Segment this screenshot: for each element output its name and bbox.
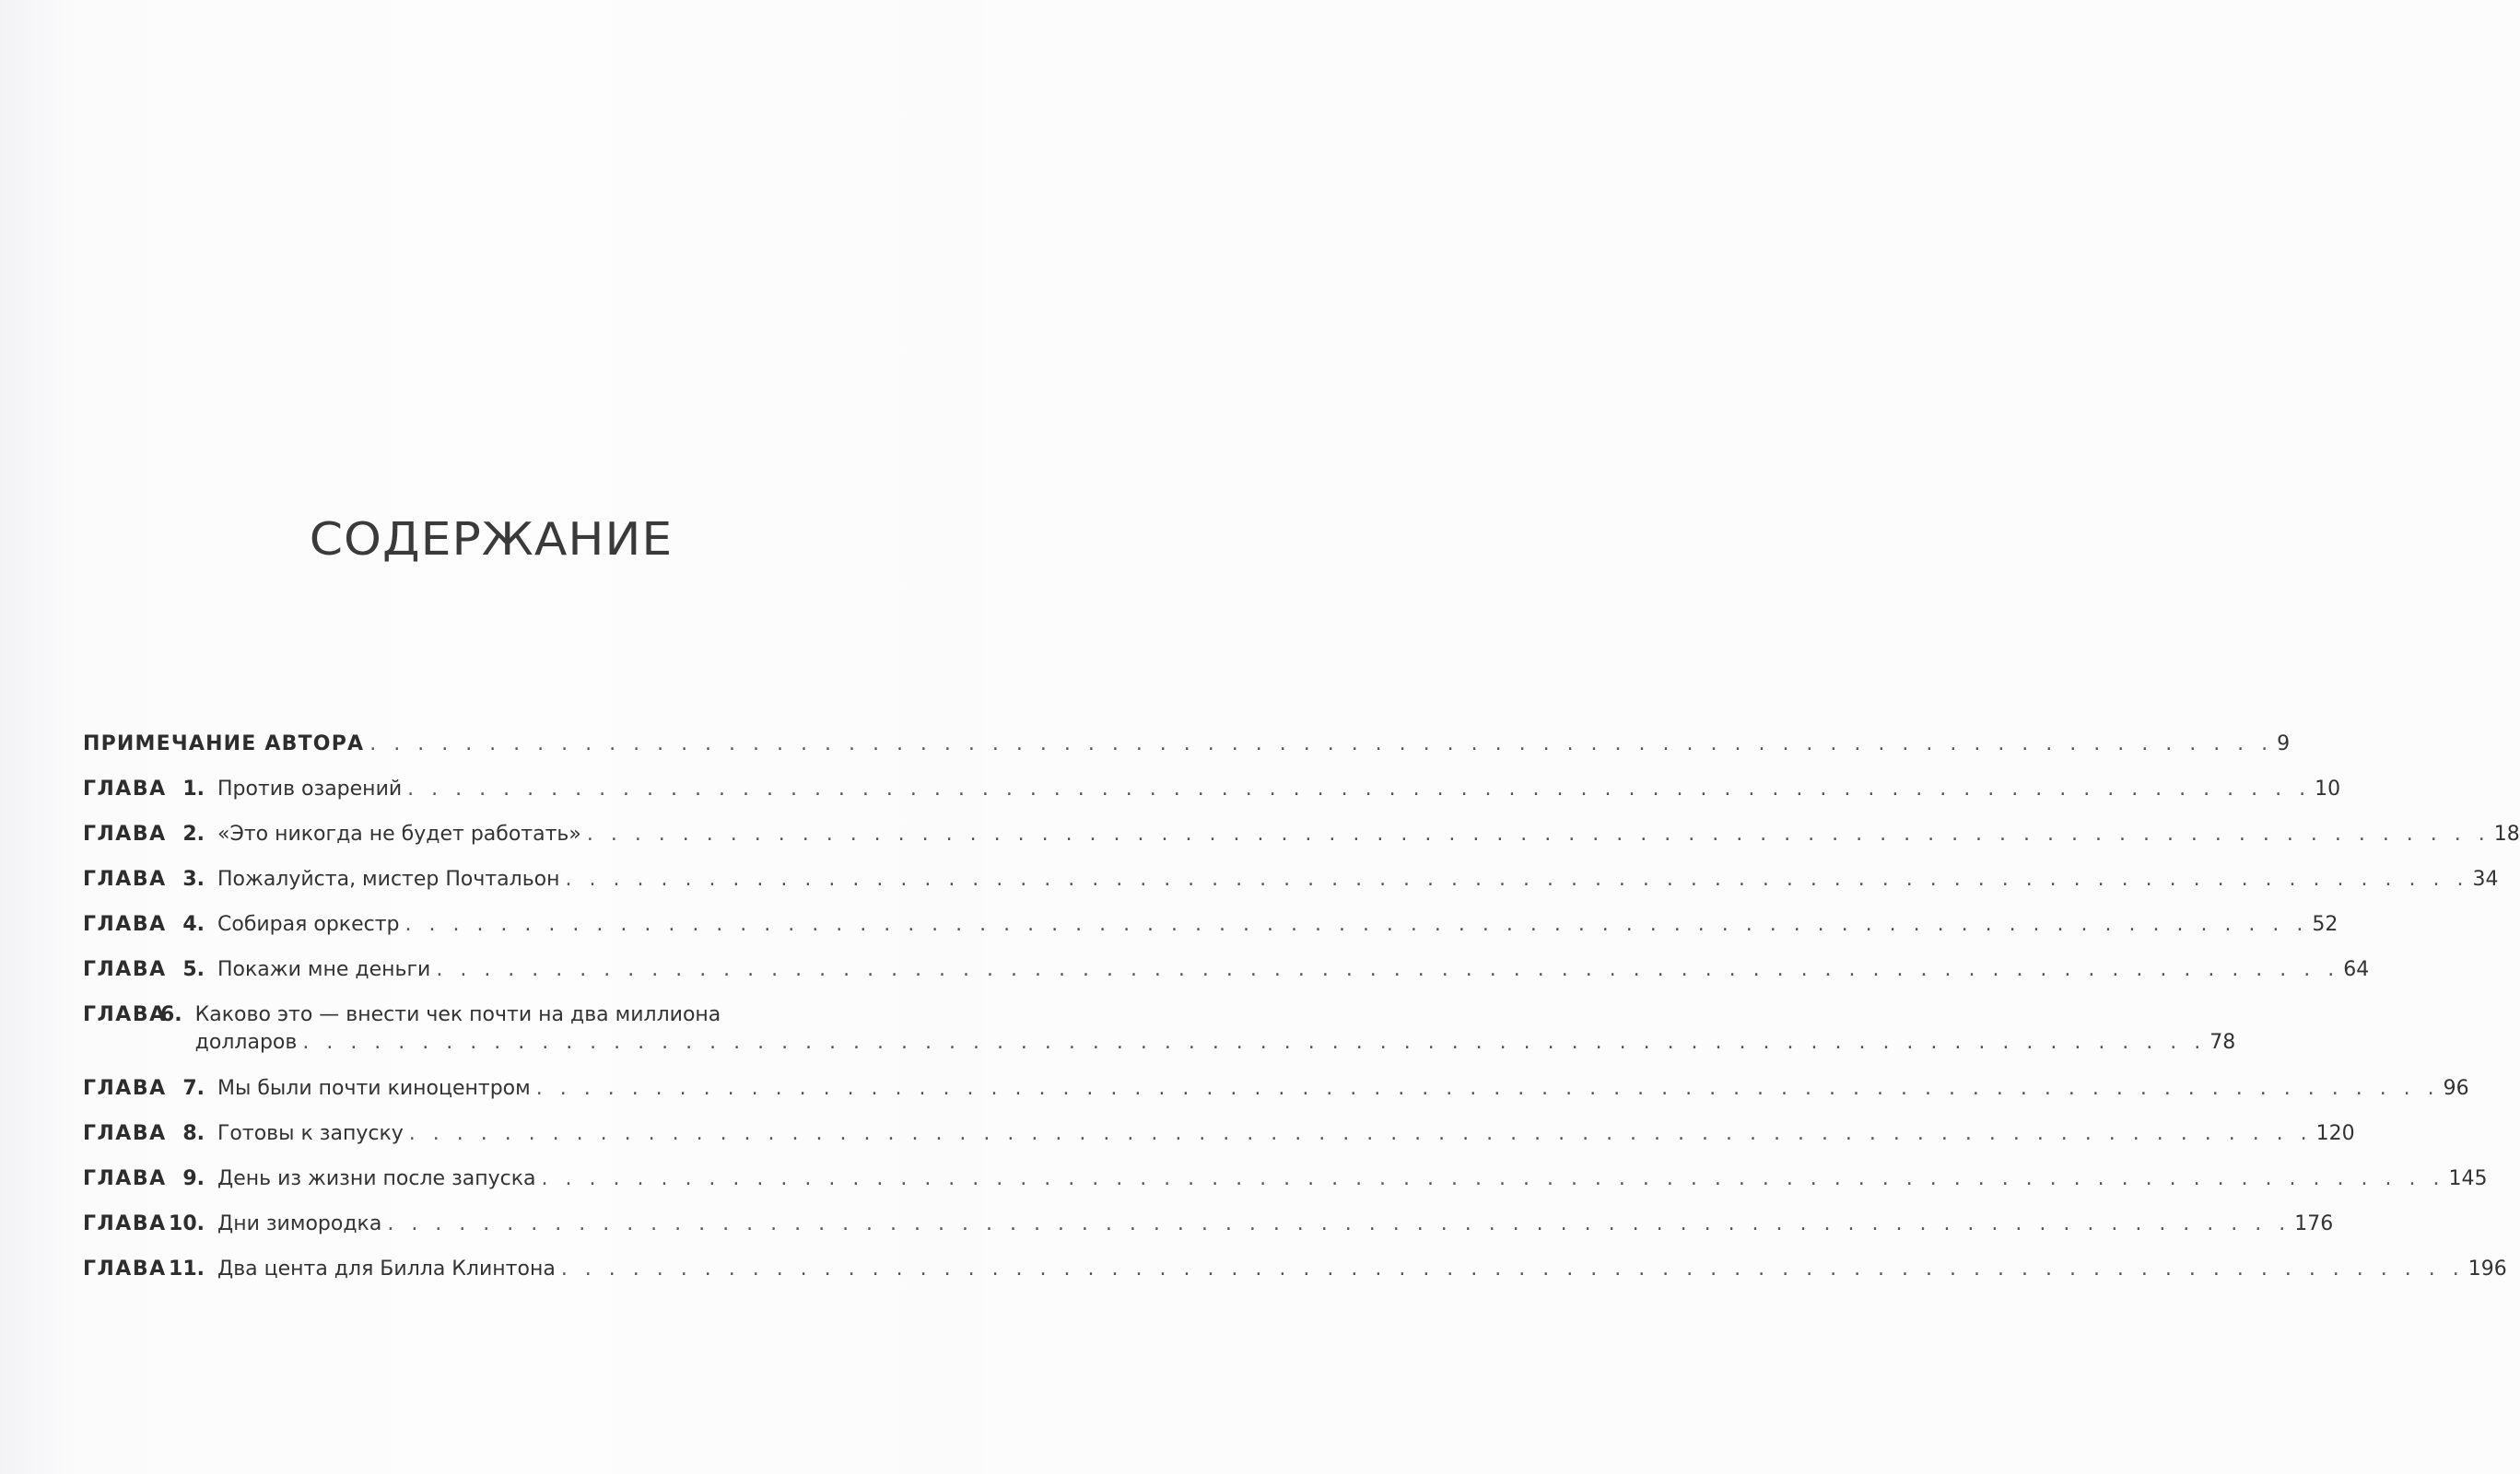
page-number: 9 [2277,732,2291,755]
toc-row-chapter-11[interactable] [83,1258,2507,1303]
chapter-prefix: ГЛАВА [83,1212,167,1235]
toc-row-chapter-5[interactable] [83,958,2370,1003]
toc-row-chapter-4[interactable] [83,913,2338,958]
chapter-number: 5. [182,958,205,981]
table-of-contents [83,732,2520,1303]
chapter-number: 8. [182,1122,205,1145]
toc-row-chapter-10[interactable] [83,1212,2334,1258]
page-number: 96 [2443,1077,2469,1100]
chapter-title: Против озарений [217,778,403,801]
chapter-number: 11. [169,1258,205,1281]
page-number: 78 [2209,1031,2236,1054]
chapter-prefix: ГЛАВА [83,868,167,891]
chapter-number: 9. [182,1167,205,1190]
page-number: 196 [2467,1258,2507,1281]
chapter-prefix: ГЛАВА [83,1167,167,1190]
page-number: 34 [2472,868,2499,891]
toc-row-chapter-2[interactable] [83,823,2520,868]
page-number: 176 [2294,1212,2334,1235]
page-number: 10 [2315,778,2341,801]
chapter-number: 1. [182,778,205,801]
leader-dots [407,778,2311,801]
leader-dots [587,823,2491,846]
leader-dots [436,958,2339,981]
toc-row-author-note[interactable] [83,732,2291,778]
page-number: 64 [2343,958,2370,981]
leader-dots [369,732,2273,755]
toc-row-chapter-9[interactable] [83,1167,2488,1212]
chapter-number: 10. [169,1212,205,1235]
leader-dots [566,868,2469,891]
chapter-title: «Это никогда не будет работать» [217,823,581,846]
leader-dots [409,1122,2313,1145]
chapter-title: Два цента для Билла Клинтона [217,1258,556,1281]
leader-dots [561,1258,2465,1281]
chapter-prefix: ГЛАВА [83,958,167,981]
chapter-prefix: ГЛАВА [83,1122,167,1145]
page-number: 120 [2315,1122,2355,1145]
leader-dots [542,1167,2445,1190]
chapter-title: Готовы к запуску [217,1122,404,1145]
chapter-prefix: ГЛАВА [83,1077,167,1100]
chapter-title: Пожалуйста, мистер Почтальон [217,868,560,891]
chapter-title: Покажи мне деньги [217,958,431,981]
chapter-number: 3. [182,868,205,891]
author-note-label: ПРИМЕЧАНИЕ АВТОРА [83,732,365,755]
toc-row-chapter-1[interactable] [83,778,2341,823]
leader-dots [404,913,2308,936]
chapter-number: 6. [160,1003,182,1026]
chapter-number: 4. [182,913,205,936]
reverse-page-show-through [81,138,855,499]
chapter-prefix: ГЛАВА [83,778,167,801]
chapter-number: 7. [182,1077,205,1100]
chapter-title: Дни зимородка [217,1212,382,1235]
toc-row-chapter-3[interactable] [83,868,2499,913]
chapter-prefix: ГЛАВА [83,1258,167,1281]
chapter-title-line-2: долларов [194,1031,298,1054]
page-title: СОДЕРЖАНИЕ [309,513,674,567]
chapter-title: День из жизни после запуска [217,1167,536,1190]
chapter-prefix: ГЛАВА [83,1003,167,1026]
chapter-title: Мы были почти киноцентром [217,1077,531,1100]
chapter-prefix: ГЛАВА [83,913,167,936]
chapter-title: Собирая оркестр [217,913,400,936]
toc-row-chapter-6[interactable] [83,1003,2236,1077]
toc-row-chapter-8[interactable] [83,1122,2355,1167]
chapter-number: 2. [182,823,205,846]
chapter-title-line-1: Каково это — внести чек почти на два миллиона [194,1003,721,1026]
leader-dots [536,1077,2440,1100]
page-number: 52 [2312,913,2338,936]
toc-row-chapter-7[interactable] [83,1077,2469,1122]
page-number: 145 [2448,1167,2488,1190]
page-number: 18 [2493,823,2520,846]
leader-dots [302,1031,2206,1054]
leader-dots [387,1212,2291,1235]
chapter-prefix: ГЛАВА [83,823,167,846]
